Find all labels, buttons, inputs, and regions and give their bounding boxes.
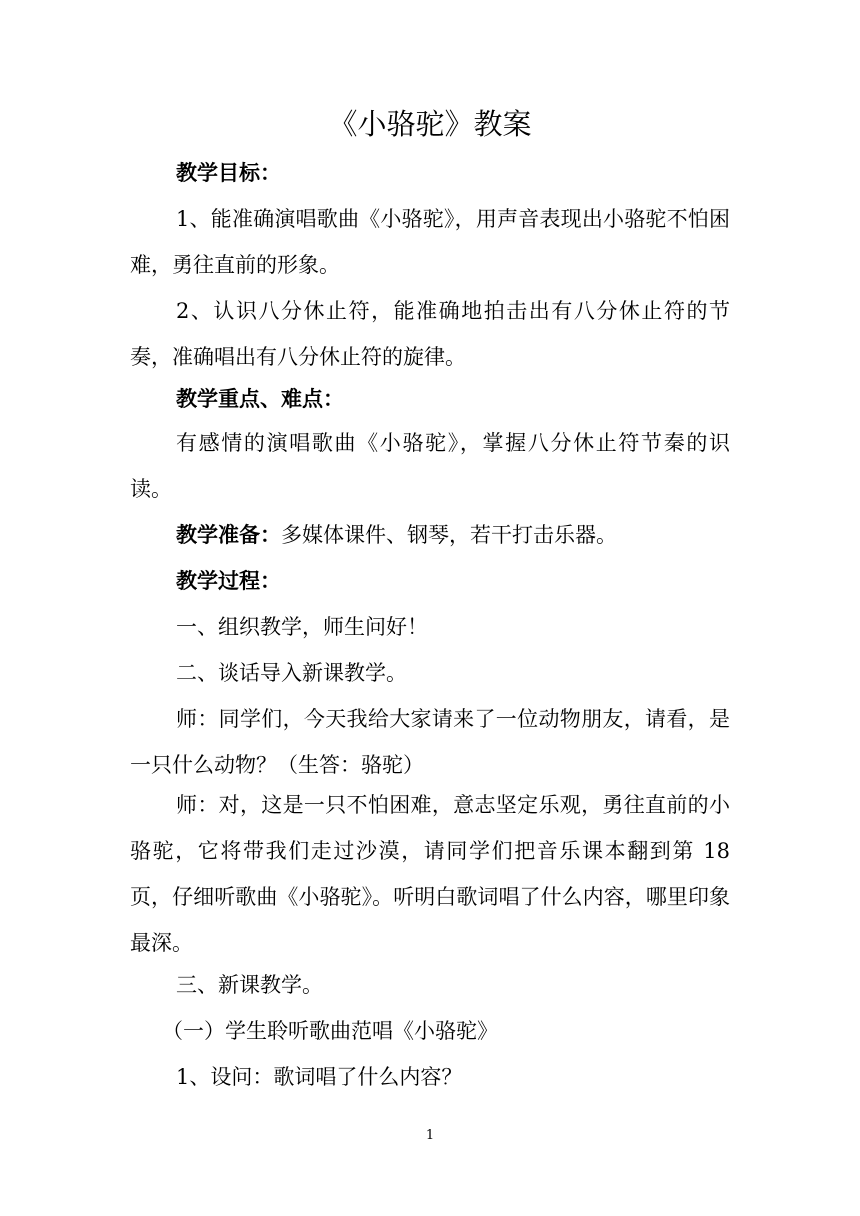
teacher-dialogue-2: 师：对，这是一只不怕困难，意志坚定乐观，勇往直前的小骆驼，它将带我们走过沙漠，请同学们把音乐课本翻到第 18 页，仔细听歌曲《小骆驼》。听明白歌词唱了什么内容，哪里印象最深。 — [130, 793, 730, 955]
keypoints-text: 有感情的演唱歌曲《小骆驼》，掌握八分休止符节秦的识读。 — [130, 431, 730, 501]
preparation-label: 教学准备： — [176, 522, 281, 547]
step-3: 三、新课教学。 — [176, 973, 323, 997]
step-1: 一、组织教学，师生问好！ — [176, 615, 428, 639]
objective-2: 2、认识八分休止符，能准确地拍击出有八分休止符的节奏，准确唱出有八分休止符的旋律。 — [130, 299, 730, 369]
objective-1: 1、能准确演唱歌曲《小骆驼》，用声音表现出小骆驼不怕困难，勇往直前的形象。 — [130, 207, 730, 277]
preparation-text: 多媒体课件、钢琴，若干打击乐器。 — [281, 523, 617, 547]
preparation-line — [130, 512, 730, 558]
process-heading: 教学过程： — [176, 568, 281, 593]
page-number: 1 — [425, 1128, 435, 1143]
objectives-heading: 教学目标： — [176, 160, 281, 185]
document-title: 《小骆驼》教案 — [328, 107, 532, 141]
keypoints-heading: 教学重点、难点： — [176, 386, 344, 411]
step-2: 二、谈话导入新课教学。 — [176, 661, 407, 685]
sub-section-1: （一）学生聆听歌曲范唱《小骆驼》 — [162, 1019, 498, 1043]
question-1: 1、设问：歌词唱了什么内容？ — [176, 1065, 463, 1089]
teacher-dialogue-1: 师：同学们，今天我给大家请来了一位动物朋友，请看，是一只什么动物？（生答：骆驼） — [130, 707, 730, 777]
